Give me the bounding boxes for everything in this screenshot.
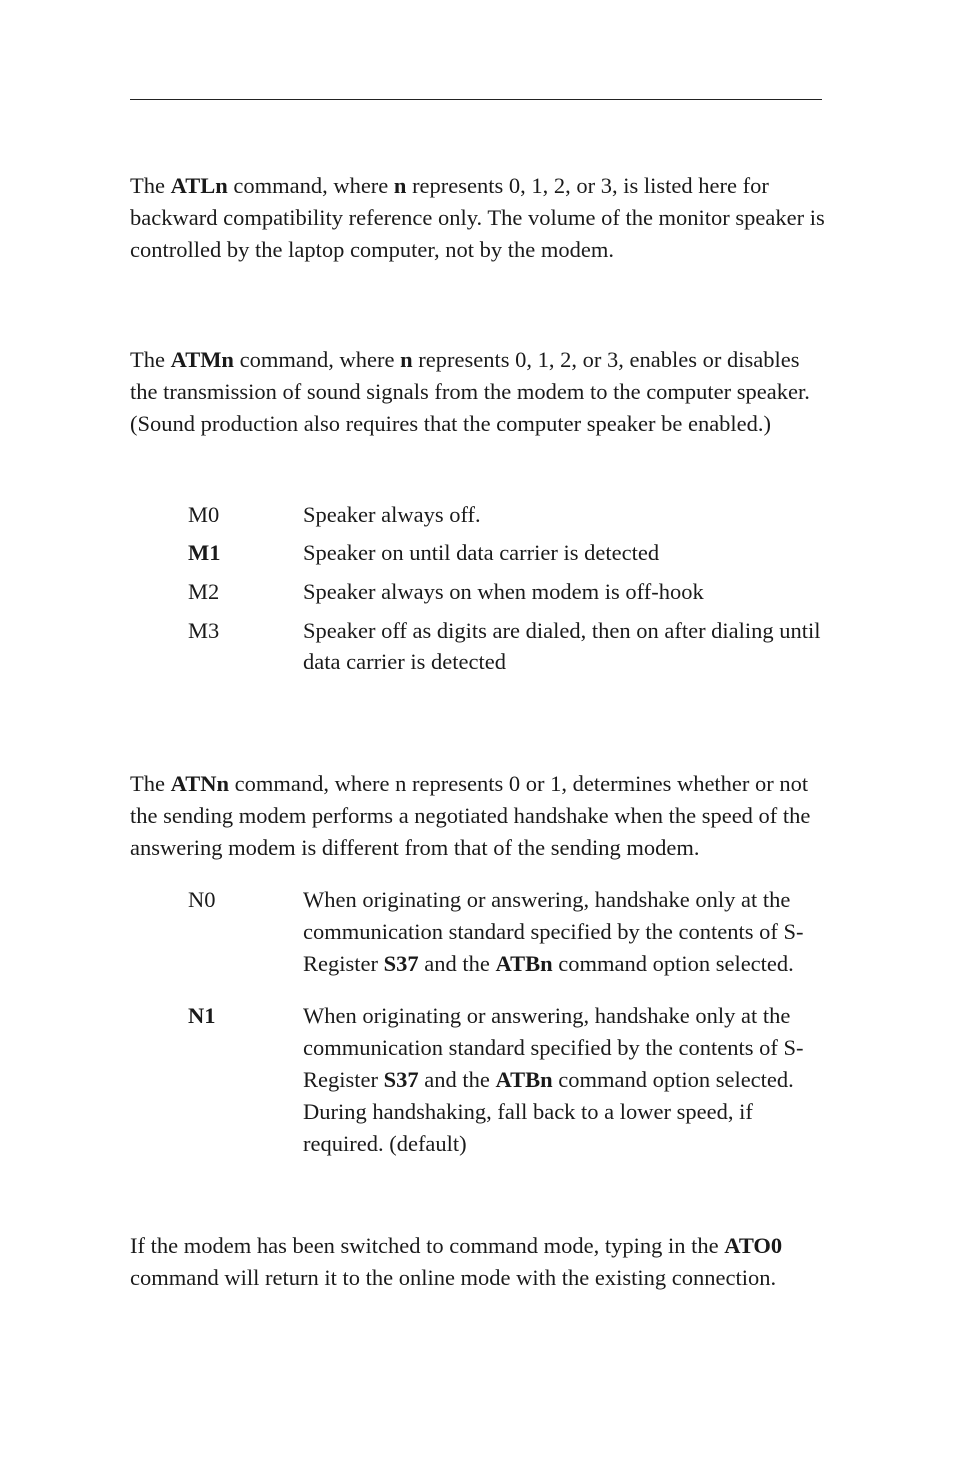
atm-command: ATMn: [170, 347, 234, 372]
ato-command: ATO0: [724, 1233, 783, 1258]
n1-register: S37: [383, 1067, 419, 1092]
ato-text-1: If the modem has been switched to command mode, typing in the: [130, 1233, 725, 1258]
option-description: Speaker always off.: [303, 502, 481, 527]
atm-paragraph: [130, 344, 830, 440]
atl-n: n: [393, 173, 407, 198]
option-code: N0: [188, 887, 216, 912]
n1-text-2: and the: [418, 1067, 496, 1092]
option-code: M3: [188, 618, 220, 643]
option-code: N1: [188, 1003, 216, 1028]
n0-command: ATBn: [495, 951, 553, 976]
ato-text-2: command will return it to the online mode with the existing connection.: [130, 1265, 777, 1290]
option-description: [303, 884, 838, 980]
n1-text-1: When originating or answering, handshake only at the communication standard specified by the contents of S-Register: [303, 1003, 804, 1092]
atl-paragraph: [130, 170, 830, 266]
option-code: M0: [188, 502, 220, 527]
atm-text-3: represents 0, 1, 2, or 3, enables or disables the transmission of sound signals from the modem to the computer speaker. (Sound production also requires that the computer speaker be enabled.): [130, 347, 810, 436]
atl-text-2: command, where: [227, 173, 394, 198]
option-description: [303, 1000, 838, 1160]
ato-paragraph: [130, 1230, 830, 1294]
atm-text-2: command, where: [233, 347, 401, 372]
option-code: M1: [188, 540, 221, 565]
n0-text-3: command option selected.: [552, 951, 794, 976]
n0-text-2: and the: [418, 951, 496, 976]
atn-text-2: command, where n represents 0 or 1, determines whether or not the sending modem performs a negotiated handshake when the speed of the answering modem is different from that of the sending modem.: [130, 771, 811, 860]
atn-text-1: The: [130, 771, 171, 796]
option-description: Speaker on until data carrier is detected: [303, 540, 660, 565]
n0-text-1: When originating or answering, handshake only at the communication standard specified by the contents of S-Register: [303, 887, 804, 976]
n1-text-3: command option selected. During handshaking, fall back to a lower speed, if required. (default): [303, 1067, 794, 1156]
n0-register: S37: [383, 951, 419, 976]
option-description: Speaker always on when modem is off-hook: [303, 579, 704, 604]
atm-n: n: [400, 347, 413, 372]
atl-text-3: represents 0, 1, 2, or 3, is listed here for backward compatibility reference only. The volume of the monitor speaker is controlled by the laptop computer, not by the modem.: [130, 173, 825, 262]
atn-paragraph: [130, 768, 830, 864]
atm-text-1: The: [130, 347, 171, 372]
option-description: Speaker off as digits are dialed, then on after dialing until data carrier is detected: [303, 618, 821, 674]
atl-text-1: The: [130, 173, 171, 198]
header-rule: [130, 99, 822, 100]
atl-command: ATLn: [170, 173, 228, 198]
atn-command: ATNn: [170, 771, 229, 796]
n1-command: ATBn: [495, 1067, 553, 1092]
option-code: M2: [188, 579, 220, 604]
